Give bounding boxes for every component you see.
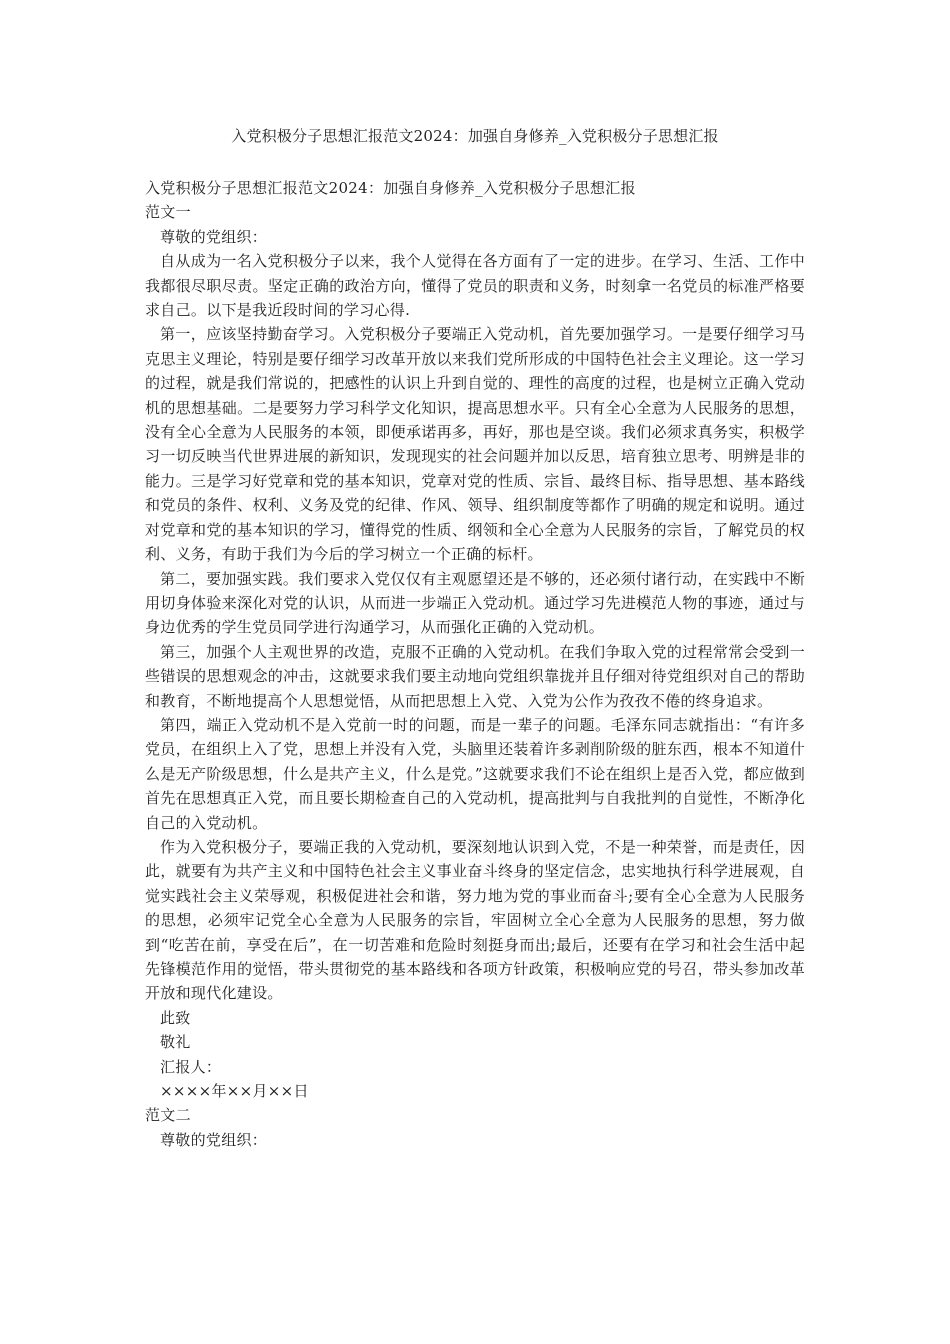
document-heading: 入党积极分子思想汇报范文2024：加强自身修养_入党积极分子思想汇报 <box>145 179 636 197</box>
salutation-2: 尊敬的党组织： <box>160 1130 268 1149</box>
paragraph-4: 第三，加强个人主观世界的改造，克服不正确的入党动机。在我们争取入党的过程常常会受到一些错误的思想观念的冲击，这就要求我们要主动地向党组织靠拢并且仔细对待党组织对自己的帮助和教育，不断地提高个人思想觉悟，从而把思想上入党、入党为公作为孜孜不倦的终身追求。 <box>145 642 805 710</box>
section-label-1: 范文一 <box>145 203 191 222</box>
paragraph-2: 第一，应该坚持勤奋学习。入党积极分子要端正入党动机，首先要加强学习。一是要仔细学习马克思主义理论，特别是要仔细学习改革开放以来我们党所形成的中国特色社会主义理论。这一学习的过程，就是我们常说的，把感性的认识上升到自觉的、理性的高度的过程，也是树立正确入党动机的思想基础。二是要努力学习科学文化知识，提高思想水平。只有全心全意为人民服务的思想，没有全心全意为人民服务的本领，即便承诺再多，再好，那也是空谈。我们必须求真务实，积极学习一切反映当代世界进展的新知识，发现现实的社会问题并加以反思，培育独立思考、明辨是非的能力。三是学习好党章和党的基本知识，党章对党的性质、宗旨、最终目标、指导思想、基本路线和党员的条件、权利、义务及党的纪律、作风、领导、组织制度等都作了明确的规定和说明。通过对党章和党的基本知识的学习，懂得党的性质、纲领和全心全意为人民服务的宗旨，了解党员的权利、义务，有助于我们为今后的学习树立一个正确的标杆。 <box>145 325 805 564</box>
paragraph-5: 第四，端正入党动机不是入党前一时的问题，而是一辈子的问题。毛泽东同志就指出：“有许多党员，在组织上入了党，思想上并没有入党，头脑里还装着许多剥削阶级的脏东西，根本不知道什么是无产阶级思想，什么是共产主义，什么是党。”这就要求我们不论在组织上是否入党，都应做到首先在思想真正入党，而且要长期检查自己的入党动机，提高批判与自我批判的自觉性，不断净化自己的入党动机。 <box>145 715 805 832</box>
paragraph-1: 自从成为一名入党积极分子以来，我个人觉得在各方面有了一定的进步。在学习、生活、工作中我都很尽职尽责。坚定正确的政治方向，懂得了党员的职责和义务，时刻拿一名党员的标准严格要求自己。以下是我近段时间的学习心得. <box>145 252 805 320</box>
paragraph-6: 作为入党积极分子，要端正我的入党动机，要深刻地认识到入党，不是一种荣誉，而是责任，因此，就要有为共产主义和中国特色社会主义事业奋斗终身的坚定信念，忠实地执行科学进展观，自觉实践社会主义荣辱观，积极促进社会和谐，努力地为党的事业而奋斗;要有全心全意为人民服务的思想，必须牢记党全心全意为人民服务的宗旨，牢固树立全心全意为人民服务的思想，努力做到“吃苦在前，享受在后”，在一切苦难和危险时刻挺身而出;最后，还要有在学习和社会生活中起先锋模范作用的觉悟，带头贯彻党的基本路线和各项方针政策，积极响应党的号召，带头参加改革开放和现代化建设。 <box>145 837 805 1003</box>
closing-2: 敬礼 <box>160 1033 191 1052</box>
report-date: ××××年××月××日 <box>160 1082 309 1101</box>
document-body <box>145 176 805 1152</box>
salutation-1: 尊敬的党组织： <box>160 227 268 246</box>
closing-1: 此致 <box>160 1008 191 1027</box>
document-title: 入党积极分子思想汇报范文2024：加强自身修养_入党积极分子思想汇报 <box>231 127 719 145</box>
section-label-2: 范文二 <box>145 1106 191 1125</box>
paragraph-3: 第二，要加强实践。我们要求入党仅仅有主观愿望还是不够的，还必须付诸行动，在实践中不断用切身体验来深化对党的认识，从而进一步端正入党动机。通过学习先进模范人物的事迹，通过与身边优秀的学生党员同学进行沟通学习，从而强化正确的入党动机。 <box>145 569 805 637</box>
reporter-label: 汇报人： <box>160 1057 222 1076</box>
